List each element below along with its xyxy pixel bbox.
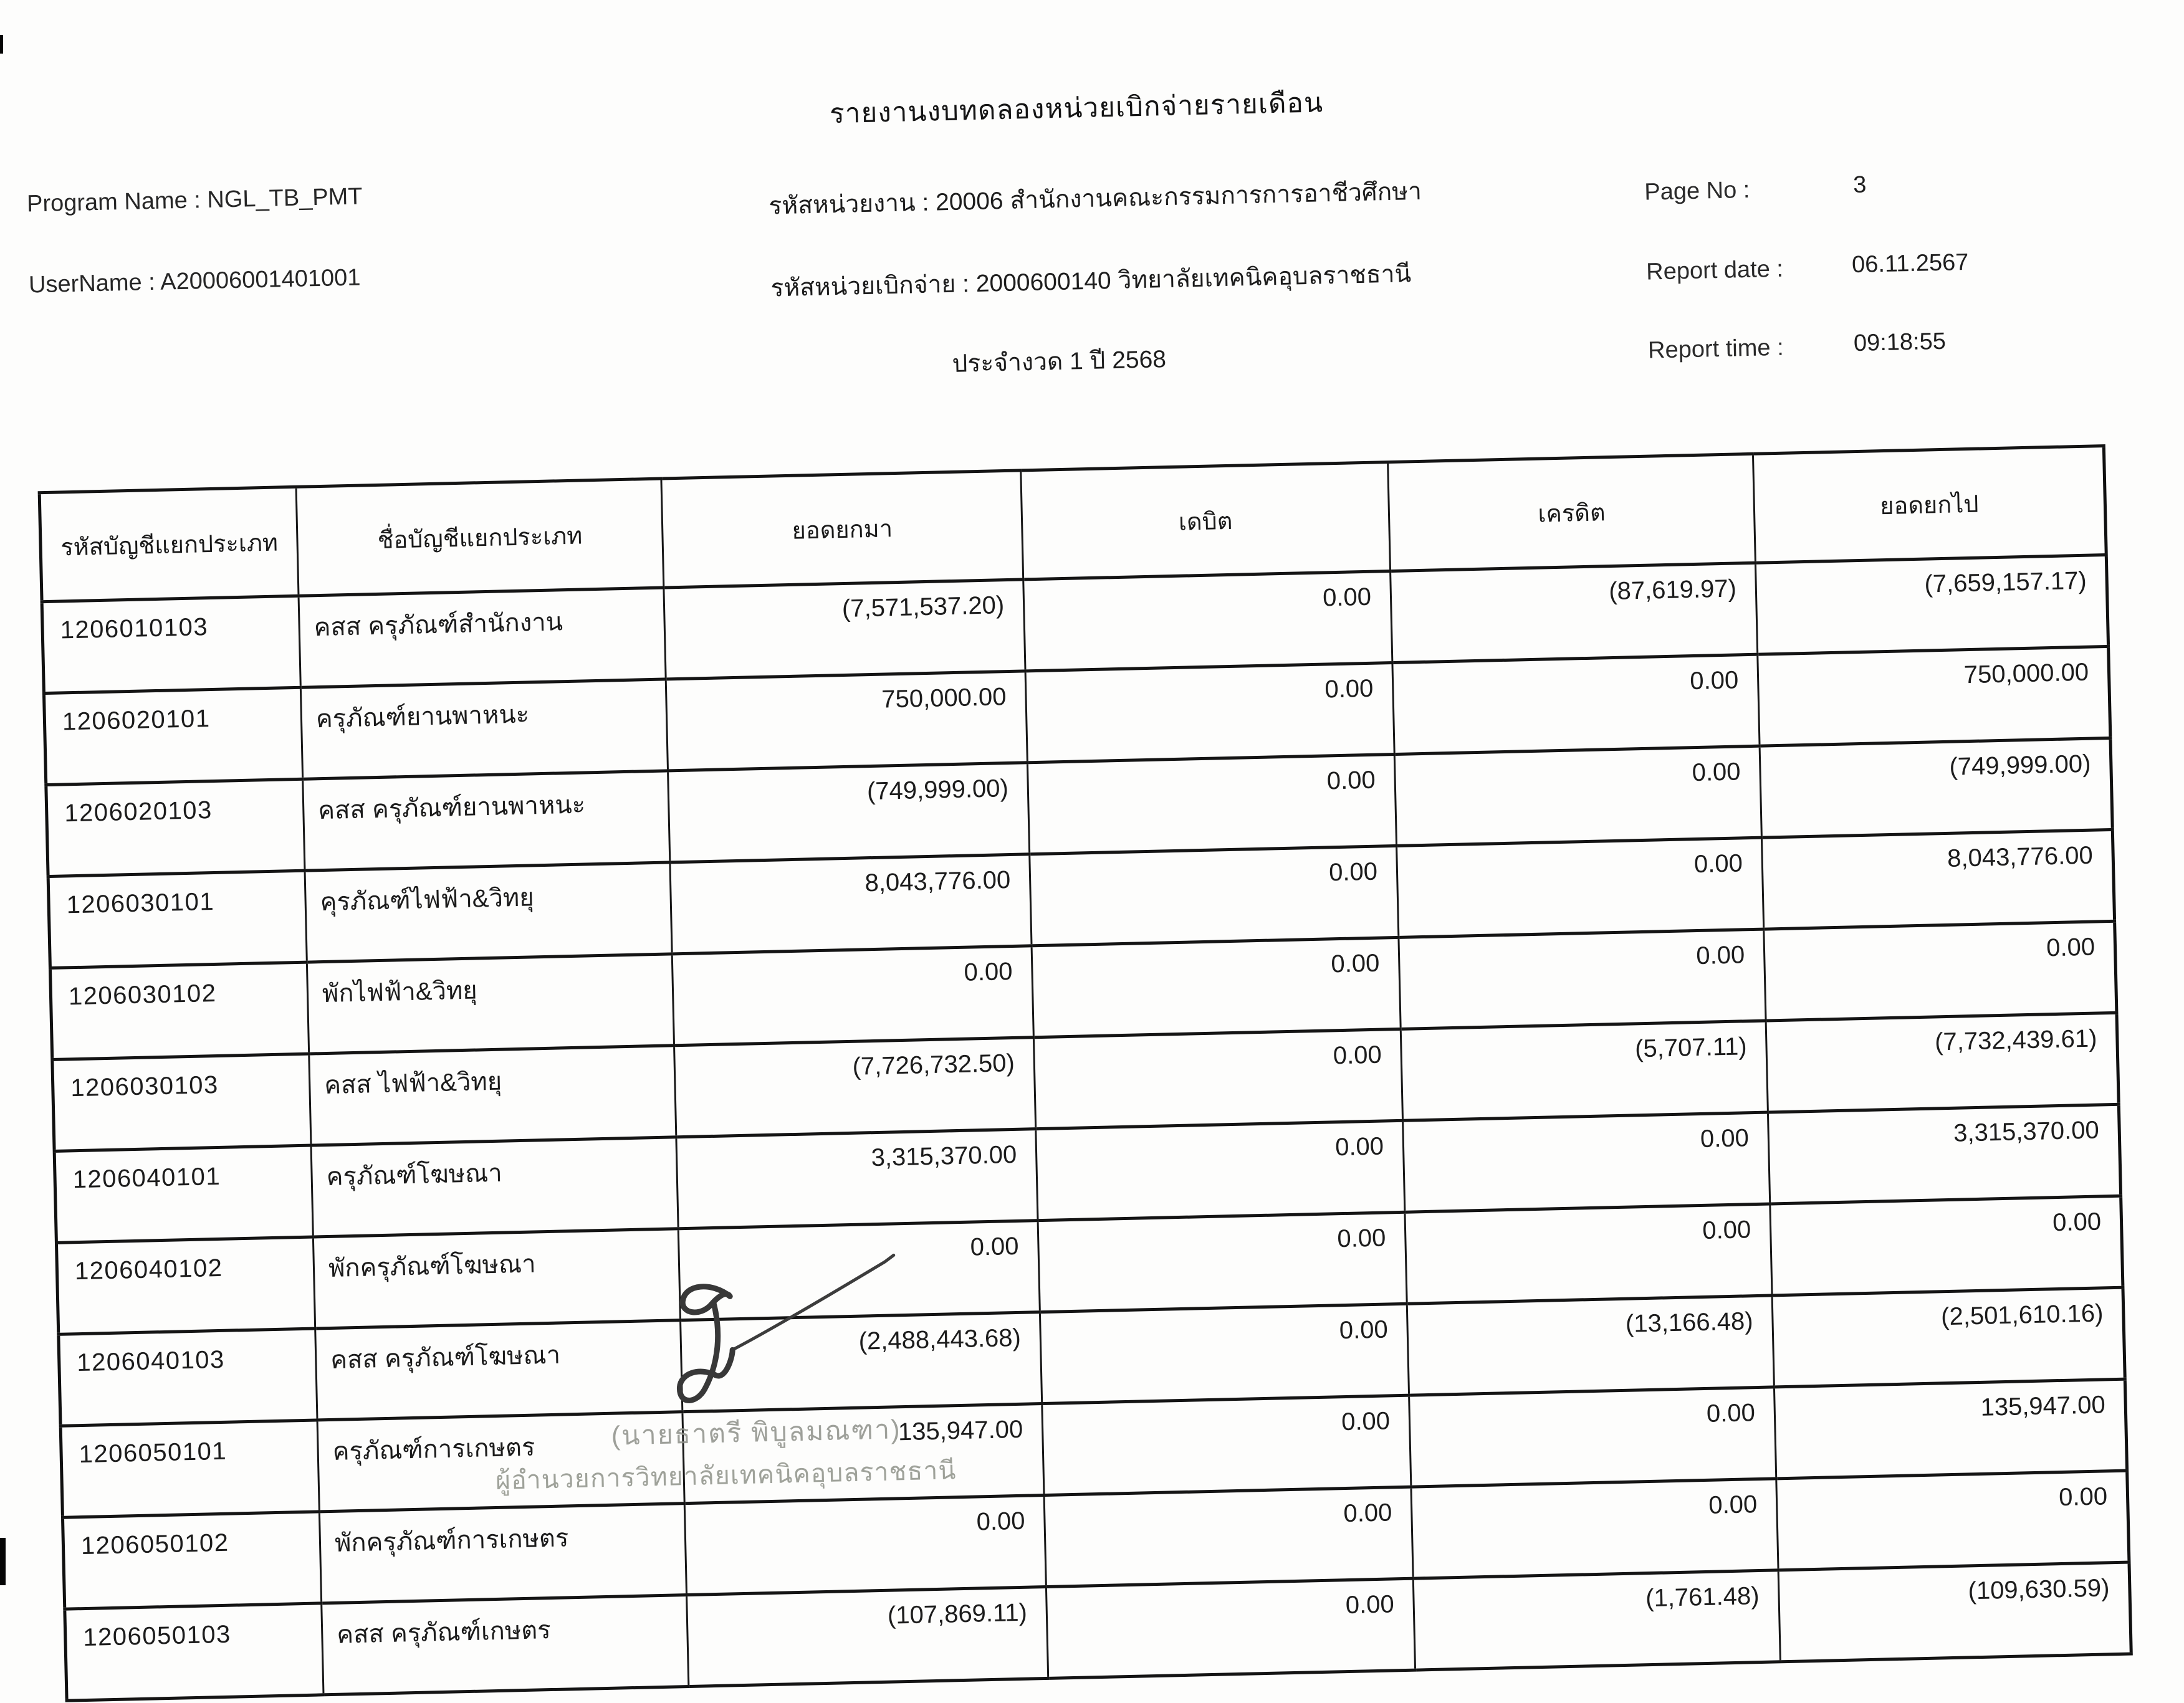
program-name-value: NGL_TB_PMT <box>206 183 363 213</box>
balance-carried-cell: 8,043,776.00 <box>1761 829 2114 929</box>
account-name-cell: คุรภัณฑ์ไฟฟ้า&วิทยุ <box>305 862 672 962</box>
account-name-cell: คสส ครุภัณฑ์สำนักงาน <box>299 588 666 687</box>
report-time-label: Report time : <box>1647 334 1784 364</box>
debit-cell: 0.00 <box>1033 1029 1402 1128</box>
debit-cell: 0.00 <box>1046 1578 1415 1678</box>
debit-cell: 0.00 <box>1036 1120 1405 1220</box>
account-code-cell: 1206010103 <box>42 596 300 693</box>
account-name-cell: คสส ครุภัณฑ์เกษตร <box>322 1595 689 1695</box>
debit-cell: 0.00 <box>1044 1487 1413 1586</box>
account-name-cell: ครุภัณฑ์โฆษณา <box>311 1137 678 1237</box>
account-code-cell: 1206020103 <box>46 779 305 876</box>
header-account-name: ชื่อบัญชีแยกประเภท <box>296 479 664 596</box>
account-name-cell: คสส ไฟฟ้า&วิทยุ <box>309 1046 676 1145</box>
balance-carried-cell: (7,659,157.17) <box>1755 555 2108 654</box>
credit-cell: (87,619.97) <box>1391 563 1758 662</box>
balance-forward-cell: 0.00 <box>672 946 1033 1046</box>
program-name-label: Program Name : <box>26 187 201 217</box>
account-name-cell: ครุภัณฑ์ยานพาหนะ <box>300 679 668 779</box>
balance-carried-cell: 135,947.00 <box>1774 1379 2127 1479</box>
account-name-cell: คสส ครุภัณฑ์โฆษณา <box>315 1320 682 1420</box>
account-code-cell: 1206040101 <box>54 1145 313 1243</box>
balance-carried-cell: 0.00 <box>1764 921 2117 1021</box>
credit-cell: (13,166.48) <box>1407 1295 1774 1395</box>
account-code-cell: 1206040102 <box>56 1237 315 1334</box>
debit-cell: 0.00 <box>1042 1395 1411 1495</box>
debit-cell: 0.00 <box>1040 1304 1409 1403</box>
account-code-cell: 1206030101 <box>48 871 307 968</box>
agency-label: รหัสหน่วยงาน : <box>769 189 929 220</box>
period-line: ประจำงวด 1 ปี 2568 <box>952 346 1167 378</box>
balance-carried-cell: 0.00 <box>1770 1196 2123 1295</box>
report-date-value: 06.11.2567 <box>1851 249 1969 279</box>
account-name-cell: ครุภัณฑ์การเกษตร <box>317 1412 684 1512</box>
report-time-value: 09:18:55 <box>1853 328 1947 357</box>
account-code-cell: 1206050101 <box>60 1420 319 1517</box>
header-balance-forward: ยอดยกมา <box>661 470 1023 588</box>
balance-carried-cell: (2,501,610.16) <box>1772 1287 2125 1387</box>
header-debit: เดบิต <box>1021 462 1391 580</box>
credit-cell: 0.00 <box>1411 1479 1778 1578</box>
credit-cell: 0.00 <box>1397 837 1764 937</box>
scan-edge-artifact <box>0 1538 6 1585</box>
balance-forward-cell: 8,043,776.00 <box>670 854 1032 954</box>
username-line <box>29 264 361 298</box>
balance-forward-cell: 0.00 <box>684 1495 1046 1595</box>
page-no-value: 3 <box>1852 171 1867 199</box>
balance-forward-cell: (2,488,443.68) <box>681 1312 1042 1412</box>
credit-cell: 0.00 <box>1405 1204 1772 1304</box>
header-balance-carried: ยอดยกไป <box>1753 446 2106 563</box>
credit-cell: 0.00 <box>1399 929 1766 1029</box>
balance-carried-cell: 0.00 <box>1776 1471 2129 1570</box>
debit-cell: 0.00 <box>1030 846 1399 945</box>
disbursement-line <box>770 254 1412 307</box>
credit-cell: (1,761.48) <box>1413 1570 1780 1670</box>
table-body <box>42 555 2131 1701</box>
account-code-cell: 1206020101 <box>44 687 302 785</box>
username-value: A20006001401001 <box>160 264 361 295</box>
report-date-label: Report date : <box>1645 255 1784 285</box>
agency-line <box>769 172 1422 226</box>
program-name-line <box>27 183 363 217</box>
scan-edge-artifact <box>0 35 3 54</box>
disbursement-value: 2000600140 วิทยาลัยเทคนิคอุบลราชธานี <box>975 260 1412 298</box>
balance-forward-cell: (7,726,732.50) <box>674 1038 1036 1137</box>
header-credit: เครดิต <box>1388 454 1756 571</box>
stamp-signatory-name: (นายธาตรี พิบูลมณฑา) <box>611 1414 902 1451</box>
credit-cell: 0.00 <box>1409 1387 1776 1487</box>
balance-carried-cell: (109,630.59) <box>1778 1562 2131 1662</box>
agency-value: 20006 สำนักงานคณะกรรมการการอาชีวศึกษา <box>935 178 1422 216</box>
credit-cell: 0.00 <box>1394 746 1761 846</box>
signature-mark <box>637 1247 909 1434</box>
report-date-line <box>1645 249 1969 286</box>
debit-cell: 0.00 <box>1027 754 1396 854</box>
balance-carried-cell: (749,999.00) <box>1760 738 2112 837</box>
page-no-label: Page No : <box>1644 176 1750 206</box>
credit-cell: 0.00 <box>1403 1112 1770 1212</box>
account-name-cell: พักครุภัณฑ์การเกษตร <box>319 1504 686 1603</box>
balance-forward-cell: (7,571,537.20) <box>664 580 1025 679</box>
report-title: รายงานงบทดลองหน่วยเบิกจ่ายรายเดือน <box>829 87 1324 130</box>
account-name-cell: พักไฟฟ้า&วิทยุ <box>307 954 674 1054</box>
credit-cell: 0.00 <box>1392 654 1760 754</box>
header-account-code: รหัสบัญชีแยกประเภท <box>39 487 299 601</box>
page-no-line <box>1644 171 1867 206</box>
username-label: UserName : <box>28 269 156 298</box>
balance-forward-cell: 3,315,370.00 <box>676 1129 1038 1229</box>
debit-cell: 0.00 <box>1032 937 1401 1037</box>
stamp-signatory-title: ผู้อำนวยการวิทยาลัยเทคนิคอุบลราชธานี <box>495 1456 957 1495</box>
account-code-cell: 1206030103 <box>52 1054 311 1151</box>
account-code-cell: 1206030102 <box>50 962 309 1059</box>
account-name-cell: คสส ครุภัณฑ์ยานพาหนะ <box>303 771 670 871</box>
account-name-cell: พักครุภัณฑ์โฆษณา <box>313 1229 680 1329</box>
account-code-cell: 1206050103 <box>65 1603 323 1701</box>
balance-forward-cell: 750,000.00 <box>666 671 1027 771</box>
disbursement-label: รหัสหน่วยเบิกจ่าย : <box>770 270 970 302</box>
report-time-line <box>1647 328 1947 365</box>
trial-balance-table <box>38 444 2133 1702</box>
credit-cell: (5,707.11) <box>1401 1021 1768 1120</box>
balance-carried-cell: 3,315,370.00 <box>1768 1104 2120 1204</box>
account-code-cell: 1206040103 <box>59 1329 317 1426</box>
debit-cell: 0.00 <box>1038 1212 1407 1312</box>
balance-forward-cell: (749,999.00) <box>668 763 1030 862</box>
account-code-cell: 1206050102 <box>62 1512 321 1609</box>
balance-carried-cell: (7,732,439.61) <box>1766 1013 2119 1112</box>
debit-cell: 0.00 <box>1023 571 1392 671</box>
balance-forward-cell: 135,947.00 <box>682 1404 1044 1504</box>
balance-carried-cell: 750,000.00 <box>1758 646 2110 746</box>
debit-cell: 0.00 <box>1025 663 1394 763</box>
balance-forward-cell: 0.00 <box>678 1221 1040 1320</box>
balance-forward-cell: (107,869.11) <box>687 1586 1048 1686</box>
